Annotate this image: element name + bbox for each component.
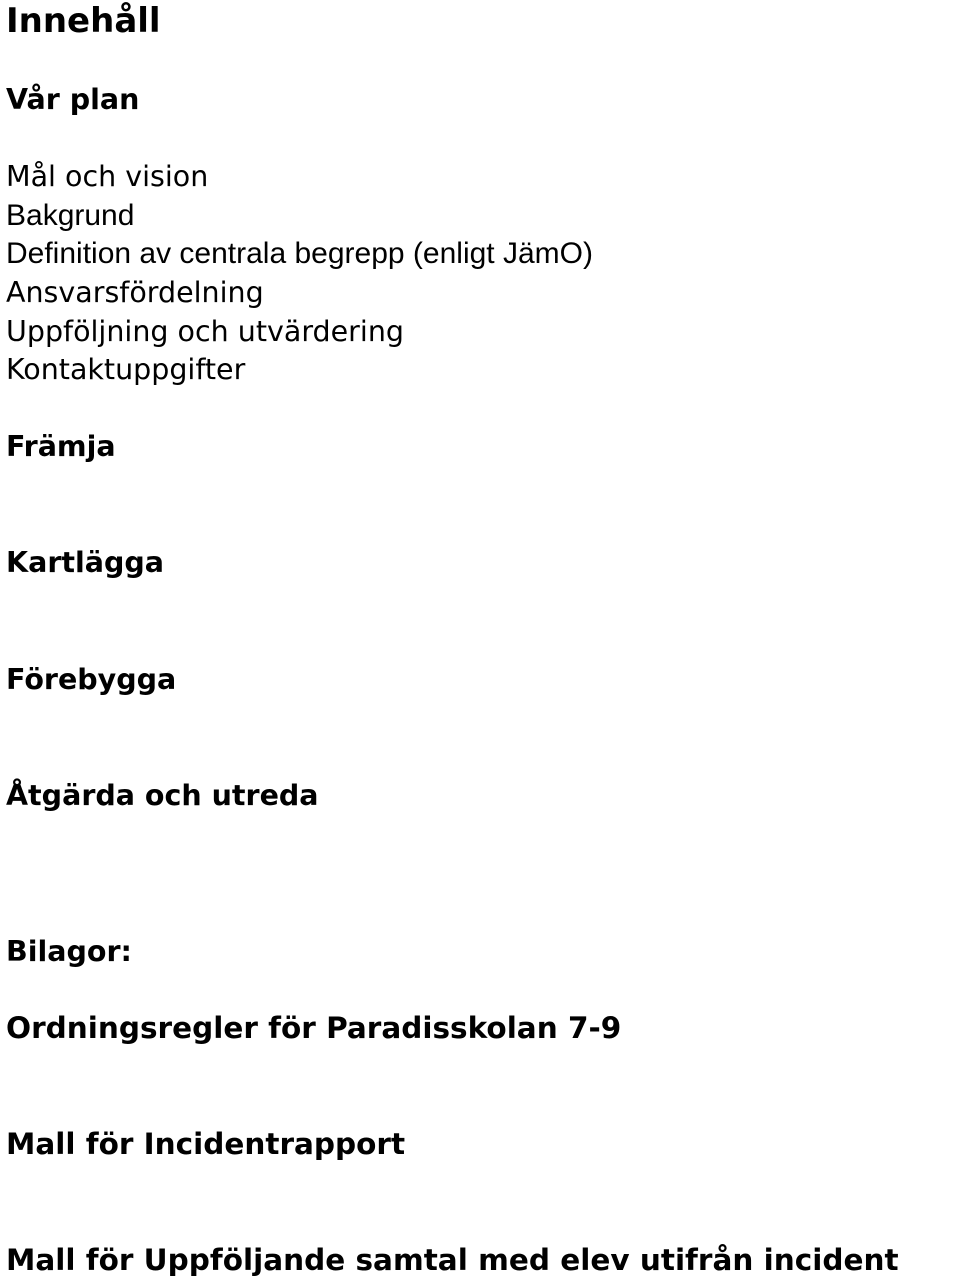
appendix-item-ordningsregler: Ordningsregler för Paradisskolan 7-9 [6,1011,622,1045]
toc-item-definition: Definition av centrala begrepp (enligt JämO) [6,237,593,270]
section-heading-kartlagga: Kartlägga [6,546,165,579]
appendix-heading: Bilagor: [6,935,132,968]
toc-item-mal-och-vision: Mål och vision [6,160,209,193]
page-title: Innehåll [6,1,161,41]
toc-item-ansvarsfordelning: Ansvarsfördelning [6,276,264,309]
appendix-item-incidentrapport: Mall för Incidentrapport [6,1127,406,1161]
section-heading-atgarda-och-utreda: Åtgärda och utreda [6,779,319,812]
section-heading-forebygga: Förebygga [6,663,177,696]
toc-item-kontaktuppgifter: Kontaktuppgifter [6,353,246,386]
toc-item-uppfoljning: Uppföljning och utvärdering [6,315,404,348]
section-heading-framja: Främja [6,430,116,463]
appendix-item-uppfoljande-samtal: Mall för Uppföljande samtal med elev utifrån incident [6,1243,899,1277]
toc-item-bakgrund: Bakgrund [6,199,135,232]
section-heading-var-plan: Vår plan [6,83,140,116]
